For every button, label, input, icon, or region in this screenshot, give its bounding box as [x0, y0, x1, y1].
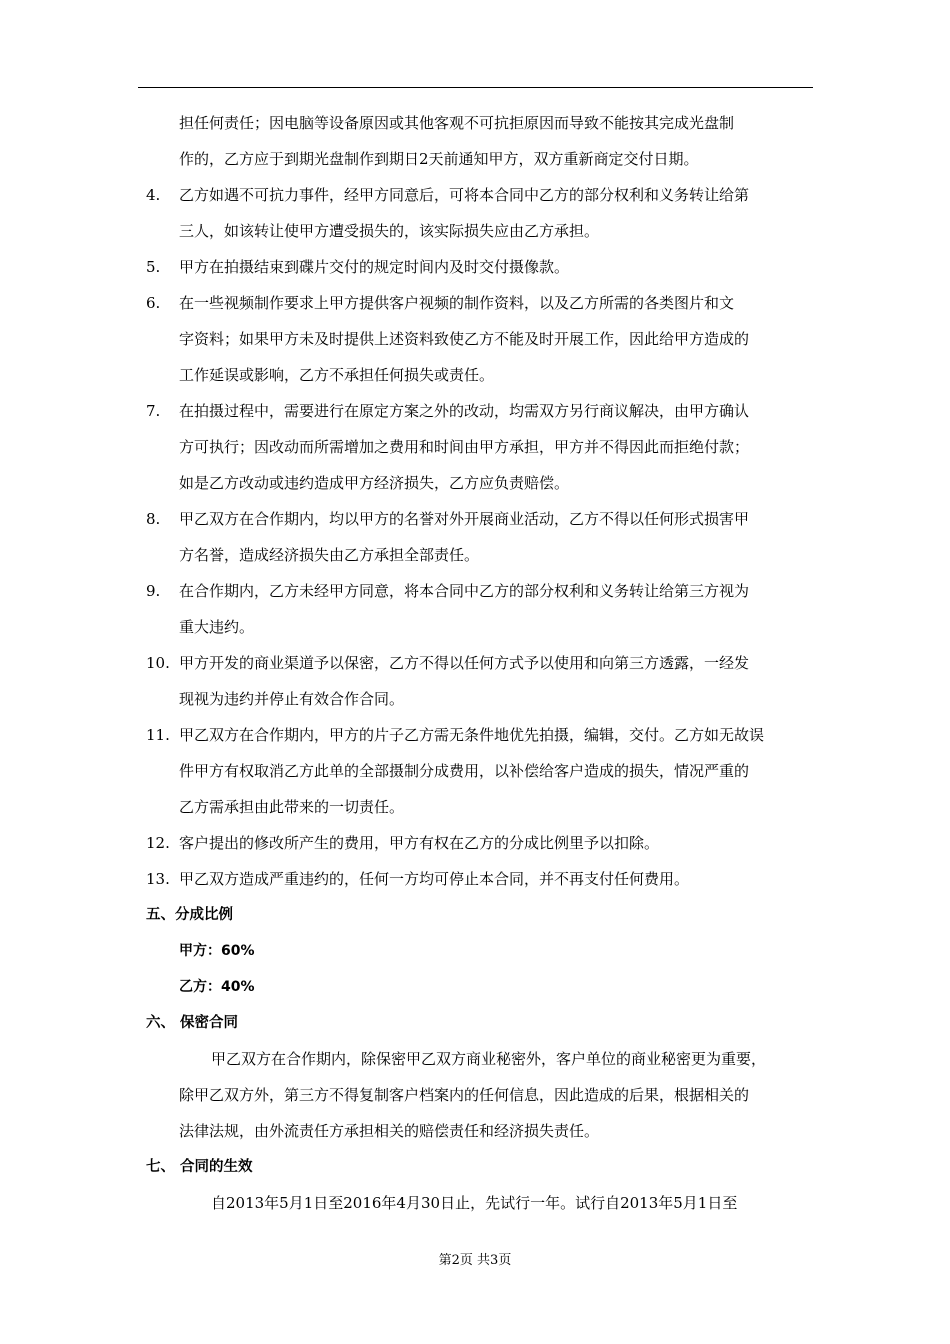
text-line: 方名誉，造成经济损失由乙方承担全部责任。: [179, 546, 480, 564]
document-body: [146, 114, 814, 1230]
list-item-11: 11. 甲乙双方在合作期内，甲方的片子乙方需无条件地优先拍摄，编辑，交付。乙方如无故误: [146, 726, 765, 744]
section-heading-7: 七、 合同的生效: [146, 1159, 253, 1175]
text-line: 作的，乙方应于到期光盘制作到期日2天前通知甲方，双方重新商定交付日期。: [179, 150, 699, 168]
list-item-4: 4. 乙方如遇不可抗力事件，经甲方同意后，可将本合同中乙方的部分权利和义务转让给第: [146, 186, 750, 204]
text-line: 现视为违约并停止有效合作合同。: [179, 690, 405, 708]
ratio-party-a: 甲方：60%: [179, 943, 255, 959]
list-item-6: 6. 在一些视频制作要求上甲方提供客户视频的制作资料，以及乙方所需的各类图片和文: [146, 294, 735, 312]
text-line: 重大违约。: [179, 618, 255, 636]
text-line: 三人，如该转让使甲方遭受损失的，该实际损失应由乙方承担。: [179, 222, 600, 240]
list-item-7: 7. 在拍摄过程中，需要进行在原定方案之外的改动，均需双方另行商议解决，由甲方确认: [146, 402, 750, 420]
list-item-13: 13. 甲乙双方造成严重违约的，任何一方均可停止本合同，并不再支付任何费用。: [146, 870, 690, 888]
paragraph-line: 自2013年5月1日至2016年4月30日止，先试行一年。试行自2013年5月1日至: [211, 1194, 738, 1212]
paragraph-line: 甲乙双方在合作期内，除保密甲乙双方商业秘密外，客户单位的商业秘密更为重要，: [211, 1050, 767, 1068]
list-item-5: 5. 甲方在拍摄结束到碟片交付的规定时间内及时交付摄像款。: [146, 258, 570, 276]
list-item-8: 8. 甲乙双方在合作期内，均以甲方的名誉对外开展商业活动，乙方不得以任何形式损害甲: [146, 510, 750, 528]
text-line: 工作延误或影响，乙方不承担任何损失或责任。: [179, 366, 495, 384]
text-line: 如是乙方改动或违约造成甲方经济损失，乙方应负责赔偿。: [179, 474, 570, 492]
list-item-12: 12. 客户提出的修改所产生的费用，甲方有权在乙方的分成比例里予以扣除。: [146, 834, 660, 852]
paragraph-line: 法律法规，由外流责任方承担相关的赔偿责任和经济损失责任。: [179, 1122, 600, 1140]
list-item-9: 9. 在合作期内，乙方未经甲方同意，将本合同中乙方的部分权利和义务转让给第三方视为: [146, 582, 750, 600]
text-line: 担任何责任；因电脑等设备原因或其他客观不可抗拒原因而导致不能按其完成光盘制: [179, 114, 735, 132]
text-line: 件甲方有权取消乙方此单的全部摄制分成费用，以补偿给客户造成的损失，情况严重的: [179, 762, 750, 780]
header-rule: [138, 87, 813, 88]
text-line: 字资料；如果甲方未及时提供上述资料致使乙方不能及时开展工作，因此给甲方造成的: [179, 330, 750, 348]
paragraph-line: 除甲乙双方外，第三方不得复制客户档案内的任何信息，因此造成的后果，根据相关的: [179, 1086, 750, 1104]
text-line: 方可执行；因改动而所需增加之费用和时间由甲方承担，甲方并不得因此而拒绝付款；: [179, 438, 750, 456]
ratio-party-b: 乙方：40%: [179, 979, 255, 995]
section-heading-5: 五、分成比例: [146, 907, 233, 923]
page-number: 第2页 共3页: [438, 1253, 512, 1268]
list-item-10: 10. 甲方开发的商业渠道予以保密，乙方不得以任何方式予以使用和向第三方透露，一经发: [146, 654, 750, 672]
text-line: 乙方需承担由此带来的一切责任。: [179, 798, 405, 816]
section-heading-6: 六、 保密合同: [146, 1015, 239, 1031]
